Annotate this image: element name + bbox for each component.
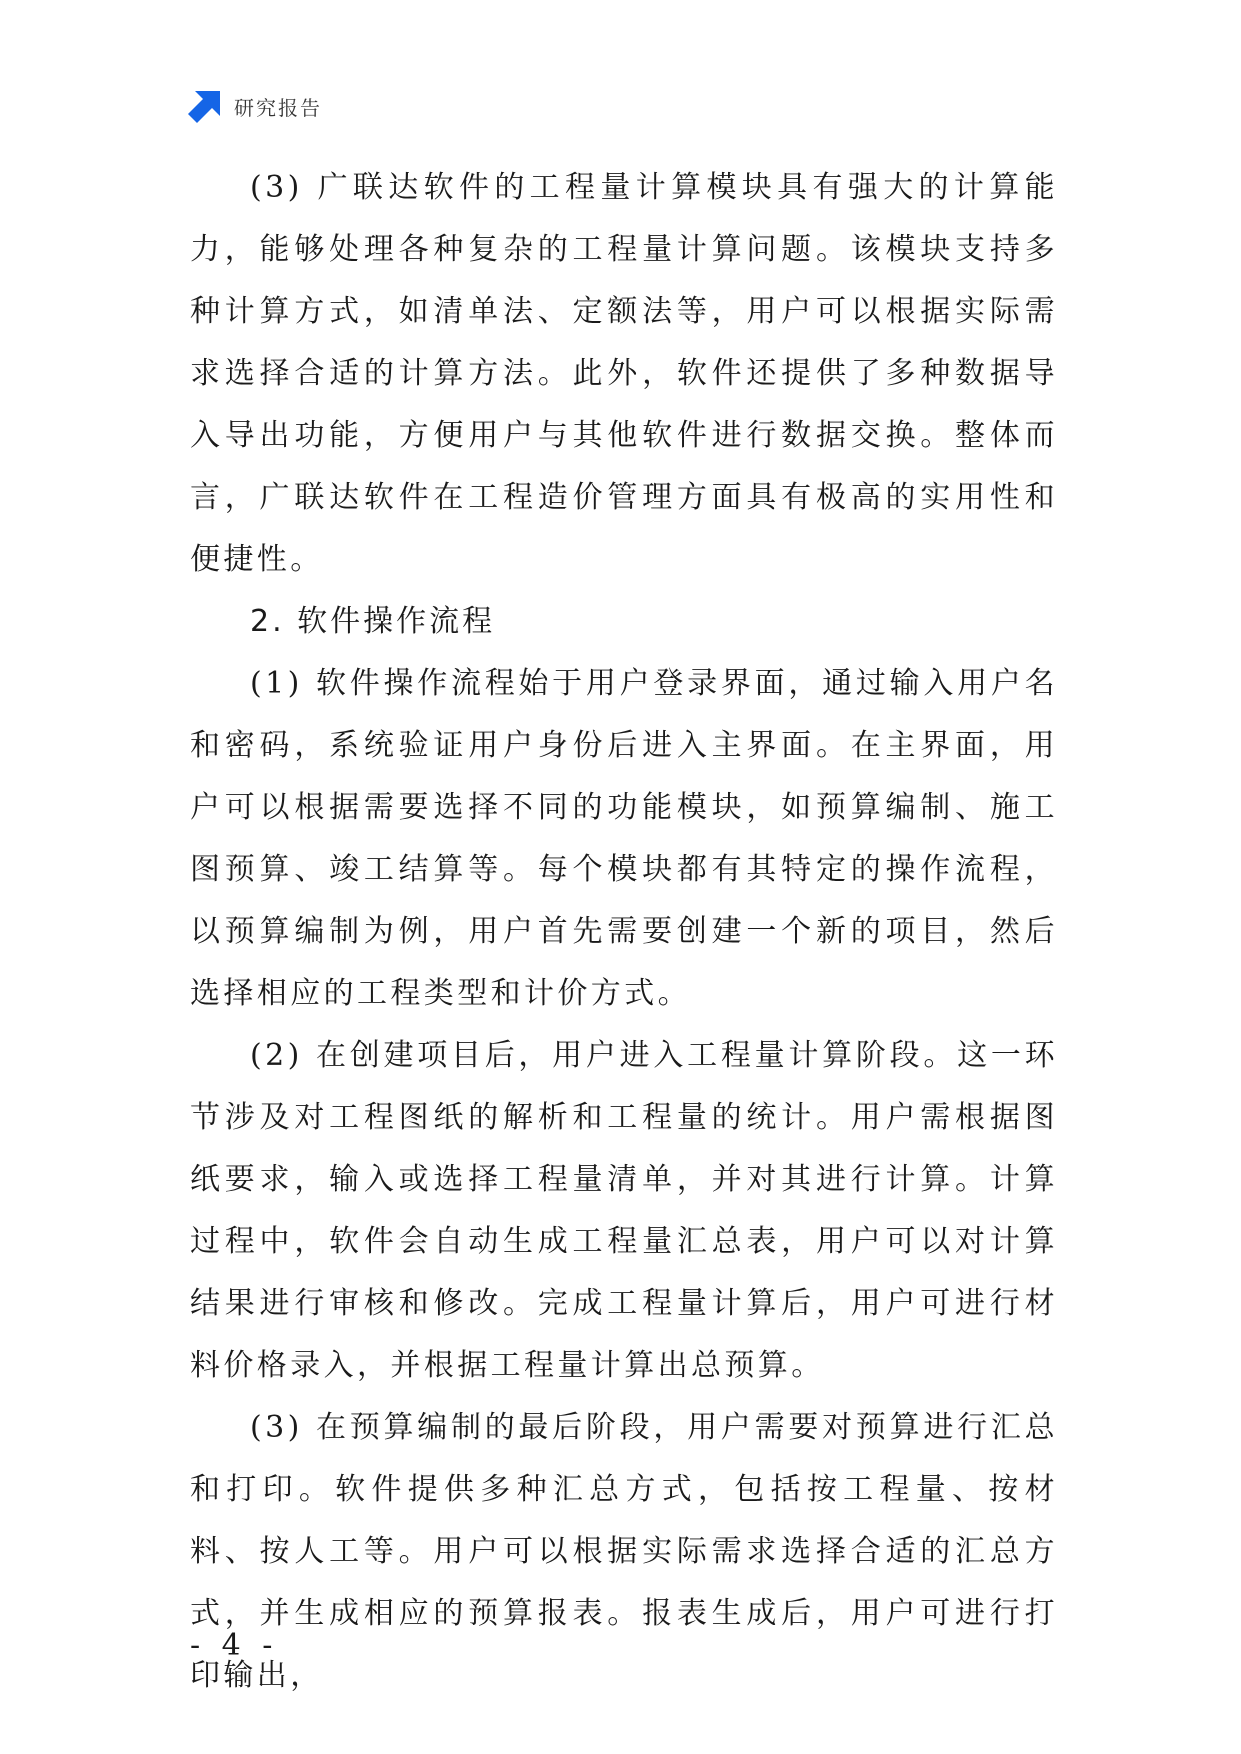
arrow-up-right-icon bbox=[188, 89, 222, 123]
paragraph-step-1: (1) 软件操作流程始于用户登录界面，通过输入用户名和密码，系统验证用户身份后进入主界面。在主界面，用户可以根据需要选择不同的功能模块，如预算编制、施工图预算、竣工结算等。每个模块都有其特定的操作流程，以预算编制为例，用户首先需要创建一个新的项目，然后选择相应的工程类型和计价方式。 bbox=[190, 666, 1058, 1011]
report-header bbox=[188, 88, 322, 124]
paragraph-step-2: (2) 在创建项目后，用户进入工程量计算阶段。这一环节涉及对工程图纸的解析和工程量的统计。用户需根据图纸要求，输入或选择工程量清单，并对其进行计算。计算过程中，软件会自动生成工程量汇总表，用户可以对计算结果进行审核和修改。完成工程量计算后，用户可进行材料价格录入，并根据工程量计算出总预算。 bbox=[190, 1038, 1058, 1383]
section-heading: 2. 软件操作流程 bbox=[250, 604, 496, 639]
paragraph-module-capability: (3) 广联达软件的工程量计算模块具有强大的计算能力，能够处理各种复杂的工程量计算问题。该模块支持多种计算方式，如清单法、定额法等，用户可以根据实际需求选择合适的计算方法。此外，软件还提供了多种数据导入导出功能，方便用户与其他软件进行数据交换。整体而言，广联达软件在工程造价管理方面具有极高的实用性和便捷性。 bbox=[190, 170, 1058, 577]
header-title: 研究报告 bbox=[234, 95, 322, 120]
paragraph-step-3: (3) 在预算编制的最后阶段，用户需要对预算进行汇总和打印。软件提供多种汇总方式，包括按工程量、按材料、按人工等。用户可以根据实际需求选择合适的汇总方式，并生成相应的预算报表。报表生成后，用户可进行打印输出， bbox=[190, 1410, 1058, 1693]
document-body bbox=[190, 157, 1058, 1707]
page-number: - 4 - bbox=[190, 1628, 279, 1663]
